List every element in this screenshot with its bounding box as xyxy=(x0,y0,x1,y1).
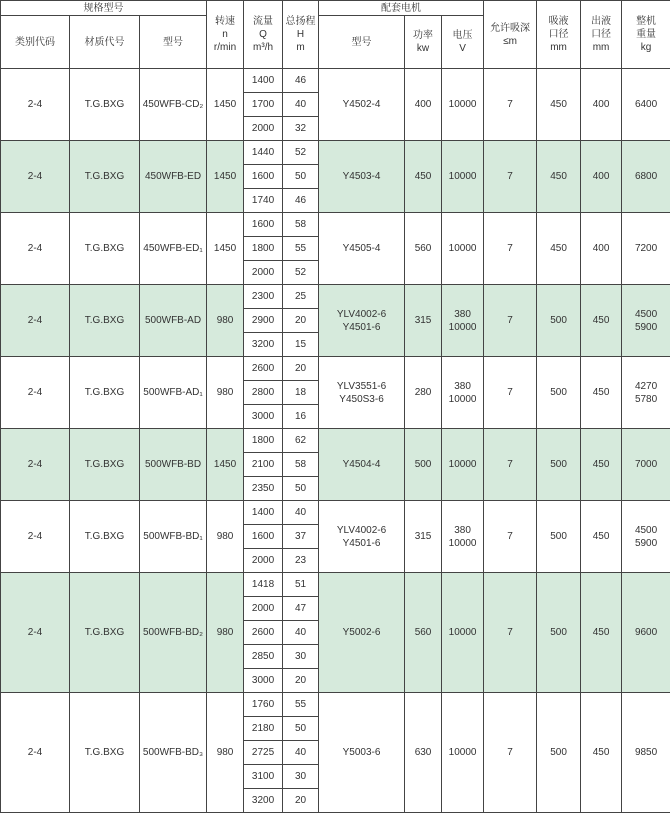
flow-cell: 1600 xyxy=(244,165,283,189)
flow-cell: 3200 xyxy=(244,789,283,813)
head-cell: 40 xyxy=(283,741,319,765)
motor-model-cell: YLV4002-6 Y4501-6 xyxy=(319,501,405,573)
power-cell: 450 xyxy=(405,141,442,213)
outlet-diameter-cell: 400 xyxy=(581,141,622,213)
speed-cell: 980 xyxy=(207,693,244,813)
flow-cell: 2850 xyxy=(244,645,283,669)
head-cell: 47 xyxy=(283,597,319,621)
inlet-diameter-cell: 450 xyxy=(537,213,581,285)
flow-cell: 2000 xyxy=(244,117,283,141)
motor-model-cell: Y4502-4 xyxy=(319,69,405,141)
voltage-cell: 10000 xyxy=(442,213,484,285)
head-cell: 40 xyxy=(283,501,319,525)
outlet-diameter-cell: 450 xyxy=(581,357,622,429)
speed-cell: 980 xyxy=(207,573,244,693)
motor-model-cell: YLV3551-6 Y450S3-6 xyxy=(319,357,405,429)
head-cell: 46 xyxy=(283,189,319,213)
power-cell: 315 xyxy=(405,285,442,357)
suction-depth-cell: 7 xyxy=(484,357,537,429)
flow-cell: 2300 xyxy=(244,285,283,309)
head-cell: 20 xyxy=(283,669,319,693)
flow-cell: 3000 xyxy=(244,405,283,429)
outlet-diameter-cell: 450 xyxy=(581,285,622,357)
head-cell: 51 xyxy=(283,573,319,597)
flow-cell: 1740 xyxy=(244,189,283,213)
motor-model-cell: Y5002-6 xyxy=(319,573,405,693)
outlet-diameter-cell: 450 xyxy=(581,429,622,501)
head-cell: 32 xyxy=(283,117,319,141)
head-cell: 62 xyxy=(283,429,319,453)
power-cell: 400 xyxy=(405,69,442,141)
material-code-cell: T.G.BXG xyxy=(70,357,140,429)
inlet-diameter-cell: 500 xyxy=(537,285,581,357)
category-code-cell: 2-4 xyxy=(1,213,70,285)
motor-model-header: 型号 xyxy=(319,16,405,69)
weight-cell: 9600 xyxy=(622,573,670,693)
category-code-header: 类别代码 xyxy=(1,16,70,69)
flow-cell: 2180 xyxy=(244,717,283,741)
power-header: 功率 kw xyxy=(405,16,442,69)
suction-depth-cell: 7 xyxy=(484,141,537,213)
suction-depth-header: 允许吸深 ≤m xyxy=(484,1,537,69)
category-code-cell: 2-4 xyxy=(1,357,70,429)
flow-cell: 2725 xyxy=(244,741,283,765)
head-cell: 55 xyxy=(283,693,319,717)
speed-cell: 1450 xyxy=(207,69,244,141)
head-cell: 15 xyxy=(283,333,319,357)
head-cell: 20 xyxy=(283,357,319,381)
speed-cell: 980 xyxy=(207,501,244,573)
outlet-diameter-cell: 450 xyxy=(581,693,622,813)
outlet-diameter-cell: 400 xyxy=(581,213,622,285)
flow-cell: 3100 xyxy=(244,765,283,789)
table-row xyxy=(1,141,670,165)
head-cell: 20 xyxy=(283,309,319,333)
head-header: 总扬程 H m xyxy=(283,1,319,69)
inlet-diameter-cell: 500 xyxy=(537,501,581,573)
motor-model-cell: Y5003-6 xyxy=(319,693,405,813)
power-cell: 630 xyxy=(405,693,442,813)
speed-cell: 980 xyxy=(207,357,244,429)
category-code-cell: 2-4 xyxy=(1,501,70,573)
pump-model-cell: 450WFB-ED₁ xyxy=(140,213,207,285)
table-row xyxy=(1,573,670,597)
voltage-header: 电压 V xyxy=(442,16,484,69)
flow-cell: 2350 xyxy=(244,477,283,501)
motor-group-header: 配套电机 xyxy=(319,1,484,16)
suction-depth-cell: 7 xyxy=(484,69,537,141)
inlet-diameter-header: 吸液 口径 mm xyxy=(537,1,581,69)
power-cell: 560 xyxy=(405,213,442,285)
inlet-diameter-cell: 450 xyxy=(537,69,581,141)
flow-cell: 3200 xyxy=(244,333,283,357)
flow-cell: 1400 xyxy=(244,69,283,93)
table-row xyxy=(1,501,670,525)
power-cell: 500 xyxy=(405,429,442,501)
head-cell: 46 xyxy=(283,69,319,93)
voltage-cell: 380 10000 xyxy=(442,285,484,357)
voltage-cell: 10000 xyxy=(442,573,484,693)
head-cell: 50 xyxy=(283,717,319,741)
flow-cell: 3000 xyxy=(244,669,283,693)
head-cell: 20 xyxy=(283,789,319,813)
inlet-diameter-cell: 500 xyxy=(537,573,581,693)
head-cell: 25 xyxy=(283,285,319,309)
flow-cell: 1760 xyxy=(244,693,283,717)
inlet-diameter-cell: 450 xyxy=(537,141,581,213)
voltage-cell: 380 10000 xyxy=(442,501,484,573)
weight-cell: 4500 5900 xyxy=(622,501,670,573)
weight-cell: 4500 5900 xyxy=(622,285,670,357)
flow-cell: 1600 xyxy=(244,213,283,237)
head-cell: 40 xyxy=(283,93,319,117)
voltage-cell: 380 10000 xyxy=(442,357,484,429)
category-code-cell: 2-4 xyxy=(1,693,70,813)
flow-cell: 1418 xyxy=(244,573,283,597)
head-cell: 50 xyxy=(283,165,319,189)
suction-depth-cell: 7 xyxy=(484,573,537,693)
flow-cell: 1700 xyxy=(244,93,283,117)
table-row xyxy=(1,429,670,453)
weight-cell: 6400 xyxy=(622,69,670,141)
material-code-cell: T.G.BXG xyxy=(70,285,140,357)
pump-model-cell: 450WFB-ED xyxy=(140,141,207,213)
flow-cell: 2100 xyxy=(244,453,283,477)
pump-model-cell: 450WFB-CD₂ xyxy=(140,69,207,141)
pump-model-cell: 500WFB-BD₁ xyxy=(140,501,207,573)
power-cell: 315 xyxy=(405,501,442,573)
flow-cell: 2900 xyxy=(244,309,283,333)
voltage-cell: 10000 xyxy=(442,69,484,141)
motor-model-cell: Y4504-4 xyxy=(319,429,405,501)
flow-header: 流量 Q m³/h xyxy=(244,1,283,69)
inlet-diameter-cell: 500 xyxy=(537,429,581,501)
category-code-cell: 2-4 xyxy=(1,429,70,501)
table-row xyxy=(1,213,670,237)
flow-cell: 1440 xyxy=(244,141,283,165)
power-cell: 560 xyxy=(405,573,442,693)
suction-depth-cell: 7 xyxy=(484,429,537,501)
flow-cell: 1400 xyxy=(244,501,283,525)
material-code-cell: T.G.BXG xyxy=(70,573,140,693)
material-code-cell: T.G.BXG xyxy=(70,213,140,285)
outlet-diameter-cell: 450 xyxy=(581,501,622,573)
flow-cell: 2000 xyxy=(244,549,283,573)
pump-model-cell: 500WFB-BD xyxy=(140,429,207,501)
table-row xyxy=(1,693,670,717)
inlet-diameter-cell: 500 xyxy=(537,357,581,429)
suction-depth-cell: 7 xyxy=(484,213,537,285)
head-cell: 37 xyxy=(283,525,319,549)
category-code-cell: 2-4 xyxy=(1,141,70,213)
suction-depth-cell: 7 xyxy=(484,693,537,813)
voltage-cell: 10000 xyxy=(442,429,484,501)
weight-cell: 9850 xyxy=(622,693,670,813)
speed-cell: 1450 xyxy=(207,429,244,501)
weight-cell: 7200 xyxy=(622,213,670,285)
motor-model-cell: Y4503-4 xyxy=(319,141,405,213)
flow-cell: 1600 xyxy=(244,525,283,549)
weight-cell: 7000 xyxy=(622,429,670,501)
head-cell: 18 xyxy=(283,381,319,405)
head-cell: 58 xyxy=(283,213,319,237)
material-code-cell: T.G.BXG xyxy=(70,693,140,813)
spec-group-header: 规格型号 xyxy=(1,1,207,16)
outlet-diameter-cell: 400 xyxy=(581,69,622,141)
flow-cell: 2800 xyxy=(244,381,283,405)
flow-cell: 1800 xyxy=(244,237,283,261)
outlet-diameter-cell: 450 xyxy=(581,573,622,693)
power-cell: 280 xyxy=(405,357,442,429)
speed-cell: 980 xyxy=(207,285,244,357)
motor-model-cell: Y4505-4 xyxy=(319,213,405,285)
motor-model-cell: YLV4002-6 Y4501-6 xyxy=(319,285,405,357)
flow-cell: 2000 xyxy=(244,597,283,621)
head-cell: 55 xyxy=(283,237,319,261)
pump-model-cell: 500WFB-BD₃ xyxy=(140,693,207,813)
speed-cell: 1450 xyxy=(207,213,244,285)
material-code-cell: T.G.BXG xyxy=(70,69,140,141)
outlet-diameter-header: 出液 口径 mm xyxy=(581,1,622,69)
table-row xyxy=(1,285,670,309)
table-row xyxy=(1,357,670,381)
voltage-cell: 10000 xyxy=(442,141,484,213)
speed-header: 转速 n r/min xyxy=(207,1,244,69)
head-cell: 50 xyxy=(283,477,319,501)
flow-cell: 2000 xyxy=(244,261,283,285)
table-row xyxy=(1,69,670,93)
category-code-cell: 2-4 xyxy=(1,573,70,693)
flow-cell: 1800 xyxy=(244,429,283,453)
flow-cell: 2600 xyxy=(244,621,283,645)
pump-model-cell: 500WFB-BD₂ xyxy=(140,573,207,693)
head-cell: 52 xyxy=(283,141,319,165)
weight-cell: 6800 xyxy=(622,141,670,213)
material-code-cell: T.G.BXG xyxy=(70,141,140,213)
head-cell: 30 xyxy=(283,645,319,669)
voltage-cell: 10000 xyxy=(442,693,484,813)
pump-model-cell: 500WFB-AD₁ xyxy=(140,357,207,429)
model-header: 型号 xyxy=(140,16,207,69)
material-code-cell: T.G.BXG xyxy=(70,429,140,501)
suction-depth-cell: 7 xyxy=(484,501,537,573)
weight-cell: 4270 5780 xyxy=(622,357,670,429)
head-cell: 23 xyxy=(283,549,319,573)
head-cell: 52 xyxy=(283,261,319,285)
weight-header: 整机 重量 kg xyxy=(622,1,670,69)
head-cell: 16 xyxy=(283,405,319,429)
head-cell: 58 xyxy=(283,453,319,477)
speed-cell: 1450 xyxy=(207,141,244,213)
material-code-header: 材质代号 xyxy=(70,16,140,69)
category-code-cell: 2-4 xyxy=(1,69,70,141)
suction-depth-cell: 7 xyxy=(484,285,537,357)
inlet-diameter-cell: 500 xyxy=(537,693,581,813)
pump-model-cell: 500WFB-AD xyxy=(140,285,207,357)
flow-cell: 2600 xyxy=(244,357,283,381)
material-code-cell: T.G.BXG xyxy=(70,501,140,573)
head-cell: 40 xyxy=(283,621,319,645)
category-code-cell: 2-4 xyxy=(1,285,70,357)
spec-table-body xyxy=(1,69,670,813)
head-cell: 30 xyxy=(283,765,319,789)
